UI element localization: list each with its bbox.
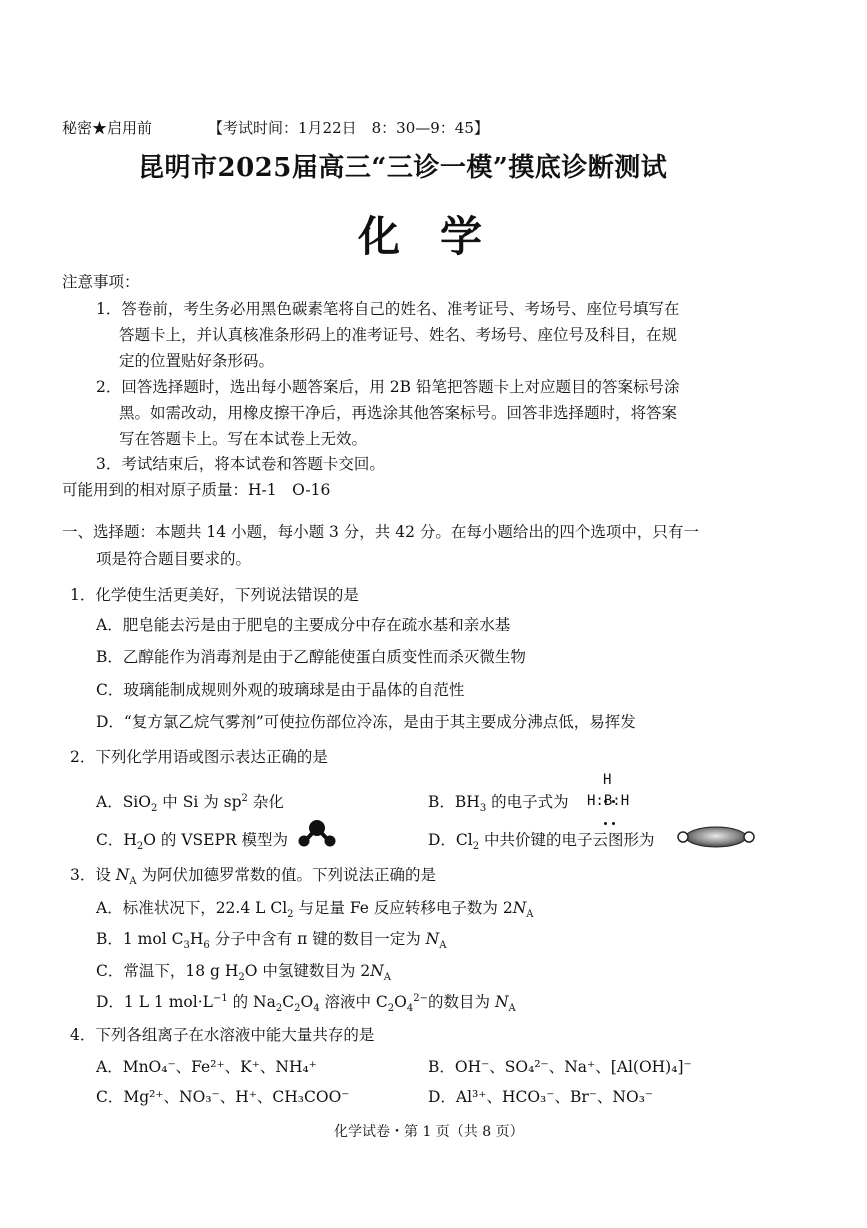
question-2-stem: 2．下列化学用语或图示表达正确的是 bbox=[70, 748, 328, 766]
notice-line: 答题卡上，并认真核准条形码上的准考证号、姓名、考场号、座位号及科目，在规 bbox=[119, 326, 678, 344]
q4-option-c: C．Mg²⁺、NO₃⁻、H⁺、CH₃COO⁻ bbox=[96, 1088, 350, 1106]
notice-heading: 注意事项： bbox=[62, 273, 140, 291]
secret-label: 秘密★启用前 bbox=[62, 119, 153, 137]
q1-option-c: C．玻璃能制成规则外观的玻璃球是由于晶体的自范性 bbox=[96, 681, 465, 699]
electron-pair-icon bbox=[604, 810, 615, 829]
atomic-mass-line: 可能用到的相对原子质量：H-1 O-16 bbox=[62, 481, 331, 499]
bh3-lewis-structure: H:B:H bbox=[587, 793, 630, 809]
q1-option-d: D．“复方氯乙烷气雾剂”可使拉伤部位冷冻，是由于其主要成分沸点低，易挥发 bbox=[96, 713, 636, 731]
h2o-vsepr-model-icon bbox=[296, 818, 338, 848]
notice-line: 写在答题卡上。写在本试卷上无效。 bbox=[119, 430, 368, 448]
q2-option-a: A．SiO$_2$ 中 Si 为 $sp^2$ 杂化 bbox=[96, 792, 284, 815]
q3-option-a: A．标准状况下，22.4 L $Cl_2$ 与足量 Fe 反应转移电子数为 $2N_A$ bbox=[96, 899, 534, 921]
q3-option-c: C．常温下，18 g $H_2O$ 中氢键数目为 $2N_A$ bbox=[96, 962, 391, 984]
bh3-lewis-top-h: H bbox=[603, 772, 612, 788]
page-title: 昆明市2025届高三“三诊一模”摸底诊断测试 bbox=[138, 153, 668, 183]
question-4-stem: 4．下列各组离子在水溶液中能大量共存的是 bbox=[70, 1026, 375, 1044]
question-3-stem: 3．设 $N_A$ 为阿伏加德罗常数的值。下列说法正确的是 bbox=[70, 866, 437, 888]
notice-line: 黑。如需改动，用橡皮擦干净后，再选涂其他答案标号。回答非选择题时，将答案 bbox=[119, 404, 678, 422]
q1-option-b: B．乙醇能作为消毒剂是由于乙醇能使蛋白质变性而杀灭微生物 bbox=[96, 648, 526, 666]
section-heading: 一、选择题：本题共 14 小题，每小题 3 分，共 42 分。在每小题给出的四个选项中，只有一 bbox=[62, 523, 699, 541]
notice-line: 定的位置贴好条形码。 bbox=[119, 352, 275, 370]
exam-time: 【考试时间：1月22日 8：30—9：45】 bbox=[208, 119, 489, 137]
notice-line: 2．回答选择题时，选出每小题答案后，用 2B 铅笔把答题卡上对应题目的答案标号涂 bbox=[96, 378, 680, 396]
notice-line: 3．考试结束后，将本试卷和答题卡交回。 bbox=[96, 455, 385, 473]
section-heading-cont: 项是符合题目要求的。 bbox=[96, 550, 252, 568]
q3-option-b: B．1 mol $C_3H_6$ 分子中含有 π 键的数目一定为 $N_A$ bbox=[96, 930, 447, 952]
q2-option-c: C．$H_2O$ 的 VSEPR 模型为 bbox=[96, 831, 288, 853]
notice-line: 1．答卷前，考生务必用黑色碳素笔将自己的姓名、准考证号、考场号、座位号填写在 bbox=[96, 300, 680, 318]
page-footer: 化学试卷・第 1 页（共 8 页） bbox=[334, 1124, 524, 1140]
subject-title: 化学 bbox=[358, 212, 523, 261]
q4-option-b: B．OH⁻、SO₄²⁻、Na⁺、[Al(OH)₄]⁻ bbox=[428, 1058, 692, 1076]
q1-option-a: A．肥皂能去污是由于肥皂的主要成分中存在疏水基和亲水基 bbox=[96, 616, 511, 634]
q2-option-b: B．$BH_3$ 的电子式为 bbox=[428, 793, 569, 815]
electron-cloud-icon bbox=[676, 825, 756, 849]
question-1-stem: 1．化学使生活更美好，下列说法错误的是 bbox=[70, 586, 359, 604]
q2-option-d: D．$Cl_2$ 中共价键的电子云图形为 bbox=[428, 831, 655, 853]
q4-option-a: A．MnO₄⁻、Fe²⁺、K⁺、NH₄⁺ bbox=[96, 1058, 317, 1076]
q4-option-d: D．Al³⁺、HCO₃⁻、Br⁻、NO₃⁻ bbox=[428, 1088, 654, 1106]
q3-option-d: D．1 L 1 $mol\cdot L^{-1}$ 的 $Na_2C_2O_4$ 溶液中 $C_2O_4^{2-}$的数目为 $N_A$ bbox=[96, 992, 516, 1015]
